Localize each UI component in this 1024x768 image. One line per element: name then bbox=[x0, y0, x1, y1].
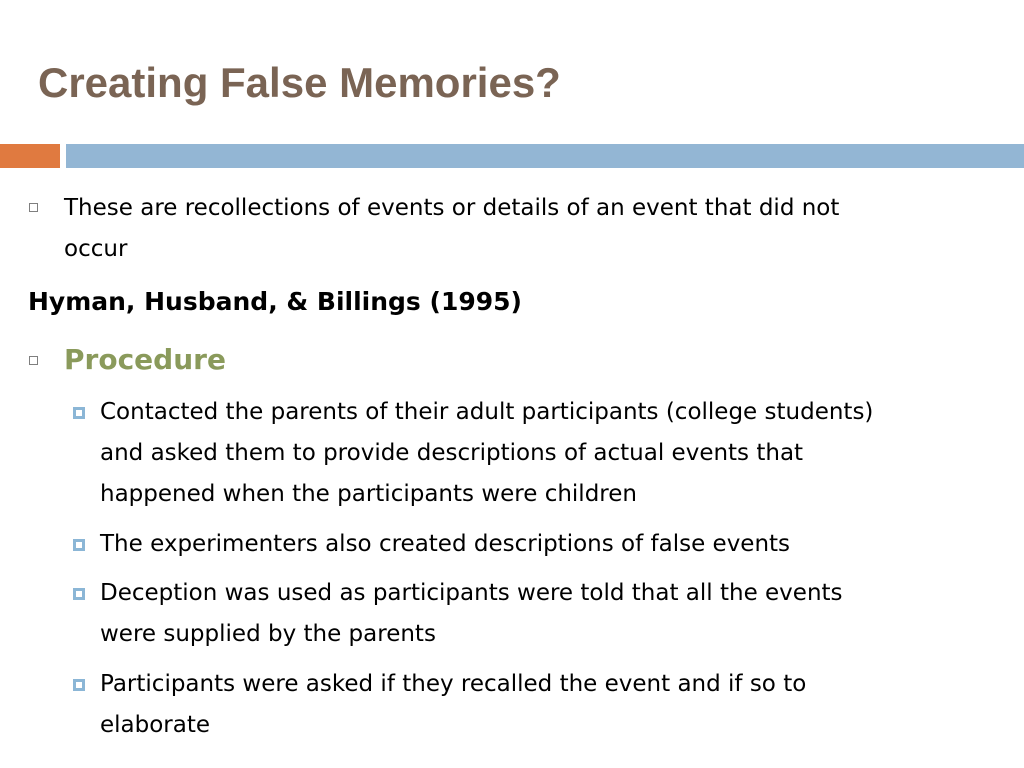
bullet-line: These are recollections of events or details of an event that did not bbox=[64, 195, 840, 221]
slide-title: Creating False Memories? bbox=[38, 59, 561, 106]
sub-bullet-line: Deception was used as participants were told that all the events bbox=[100, 580, 843, 606]
hollow-square-bullet-icon bbox=[29, 356, 38, 365]
sub-bullet-icon bbox=[73, 407, 85, 419]
sub-bullet-icon bbox=[73, 539, 85, 551]
bullet-line: occur bbox=[64, 236, 128, 262]
sub-bullet-line: Participants were asked if they recalled the event and if so to bbox=[100, 671, 807, 697]
sub-bullet-line: happened when the participants were children bbox=[100, 481, 637, 507]
procedure-label: Procedure bbox=[64, 343, 226, 376]
sub-bullet-line: were supplied by the parents bbox=[100, 621, 436, 647]
sub-bullet-line: Contacted the parents of their adult participants (college students) bbox=[100, 399, 874, 425]
hollow-square-bullet-icon bbox=[29, 203, 38, 212]
sub-bullet-icon bbox=[73, 588, 85, 600]
sub-bullet-line: elaborate bbox=[100, 712, 211, 738]
study-heading: Hyman, Husband, & Billings (1995) bbox=[28, 287, 522, 316]
sub-bullet-icon bbox=[73, 679, 85, 691]
sub-bullet-line: and asked them to provide descriptions of actual events that bbox=[100, 440, 804, 466]
sub-bullet-line: The experimenters also created descriptions of false events bbox=[100, 531, 791, 557]
